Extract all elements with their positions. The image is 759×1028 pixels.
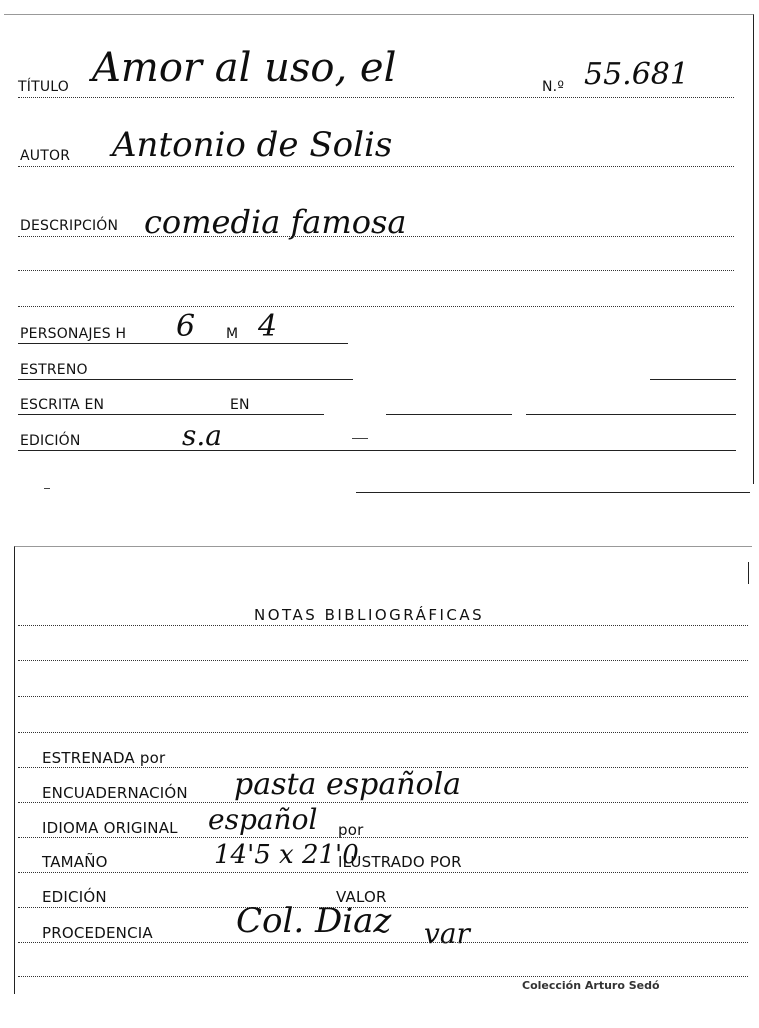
notas-rule-2	[18, 660, 748, 661]
autor-rule	[18, 166, 734, 167]
idioma-por-label: por	[338, 821, 364, 839]
notas-rule-1	[18, 625, 748, 626]
escrita-rule-1	[18, 414, 324, 415]
procedencia-value: Col. Diaz	[236, 901, 392, 941]
descripcion-label: DESCRIPCIÓN	[20, 218, 119, 234]
escrita-rule-2	[386, 414, 512, 415]
blank-rule-1	[18, 270, 734, 271]
personajes-h-value: 6	[176, 309, 196, 344]
encuadernacion-rule	[18, 802, 748, 803]
personajes-rule	[18, 343, 348, 344]
personajes-m-label: M	[226, 326, 239, 342]
speck	[352, 438, 368, 439]
numero-label: N.º	[542, 79, 565, 95]
escrita-en-label: EN	[230, 397, 250, 413]
tamano-rule	[18, 872, 748, 873]
card-bottom-edge	[356, 492, 750, 493]
valor-label: VALOR	[336, 888, 387, 906]
descripcion-rule	[18, 236, 734, 237]
edicion-value: s.a	[182, 419, 222, 452]
procedencia-label: PROCEDENCIA	[42, 924, 153, 942]
descripcion-value: comedia famosa	[144, 203, 407, 241]
numero-value: 55.681	[584, 57, 689, 92]
titulo-label: TÍTULO	[18, 79, 69, 95]
estrenada-label: ESTRENADA por	[42, 749, 166, 767]
titulo-value: Amor al uso, el	[92, 45, 397, 91]
idioma-label: IDIOMA ORIGINAL	[42, 819, 178, 837]
idioma-rule	[18, 837, 748, 838]
blank-rule-2	[18, 306, 734, 307]
ilustrado-label: ILUSTRADO POR	[338, 853, 462, 871]
personajes-label: PERSONAJES H	[20, 326, 127, 342]
notas-heading: NOTAS BIBLIOGRÁFICAS	[254, 606, 485, 624]
right-edge-mark	[748, 562, 749, 584]
personajes-m-value: 4	[258, 309, 278, 344]
edicion-rule	[18, 450, 736, 451]
procedencia-rule	[18, 942, 748, 943]
speck	[44, 488, 50, 489]
encuadernacion-value: pasta española	[234, 767, 462, 802]
autor-value: Antonio de Solis	[112, 125, 393, 165]
estreno-rule-2	[650, 379, 736, 380]
edicion-bottom-label: EDICIÓN	[42, 888, 107, 906]
autor-label: AUTOR	[20, 148, 71, 164]
notas-rule-3	[18, 696, 748, 697]
encuadernacion-label: ENCUADERNACIÓN	[42, 784, 188, 802]
last-rule	[18, 976, 748, 977]
escrita-rule-3	[526, 414, 736, 415]
tamano-label: TAMAÑO	[42, 853, 108, 871]
idioma-value: español	[208, 803, 318, 836]
titulo-rule	[18, 97, 734, 98]
tamano-value: 14'5 x 21'0	[214, 840, 359, 870]
edicion-label: EDICIÓN	[20, 433, 81, 449]
estreno-rule-1	[18, 379, 353, 380]
escrita-label: ESCRITA EN	[20, 397, 105, 413]
notas-rule-4	[18, 732, 748, 733]
procedencia-value-2: var	[424, 917, 470, 950]
collection-footer: Colección Arturo Sedó	[522, 979, 660, 992]
estreno-label: ESTRENO	[20, 362, 88, 378]
